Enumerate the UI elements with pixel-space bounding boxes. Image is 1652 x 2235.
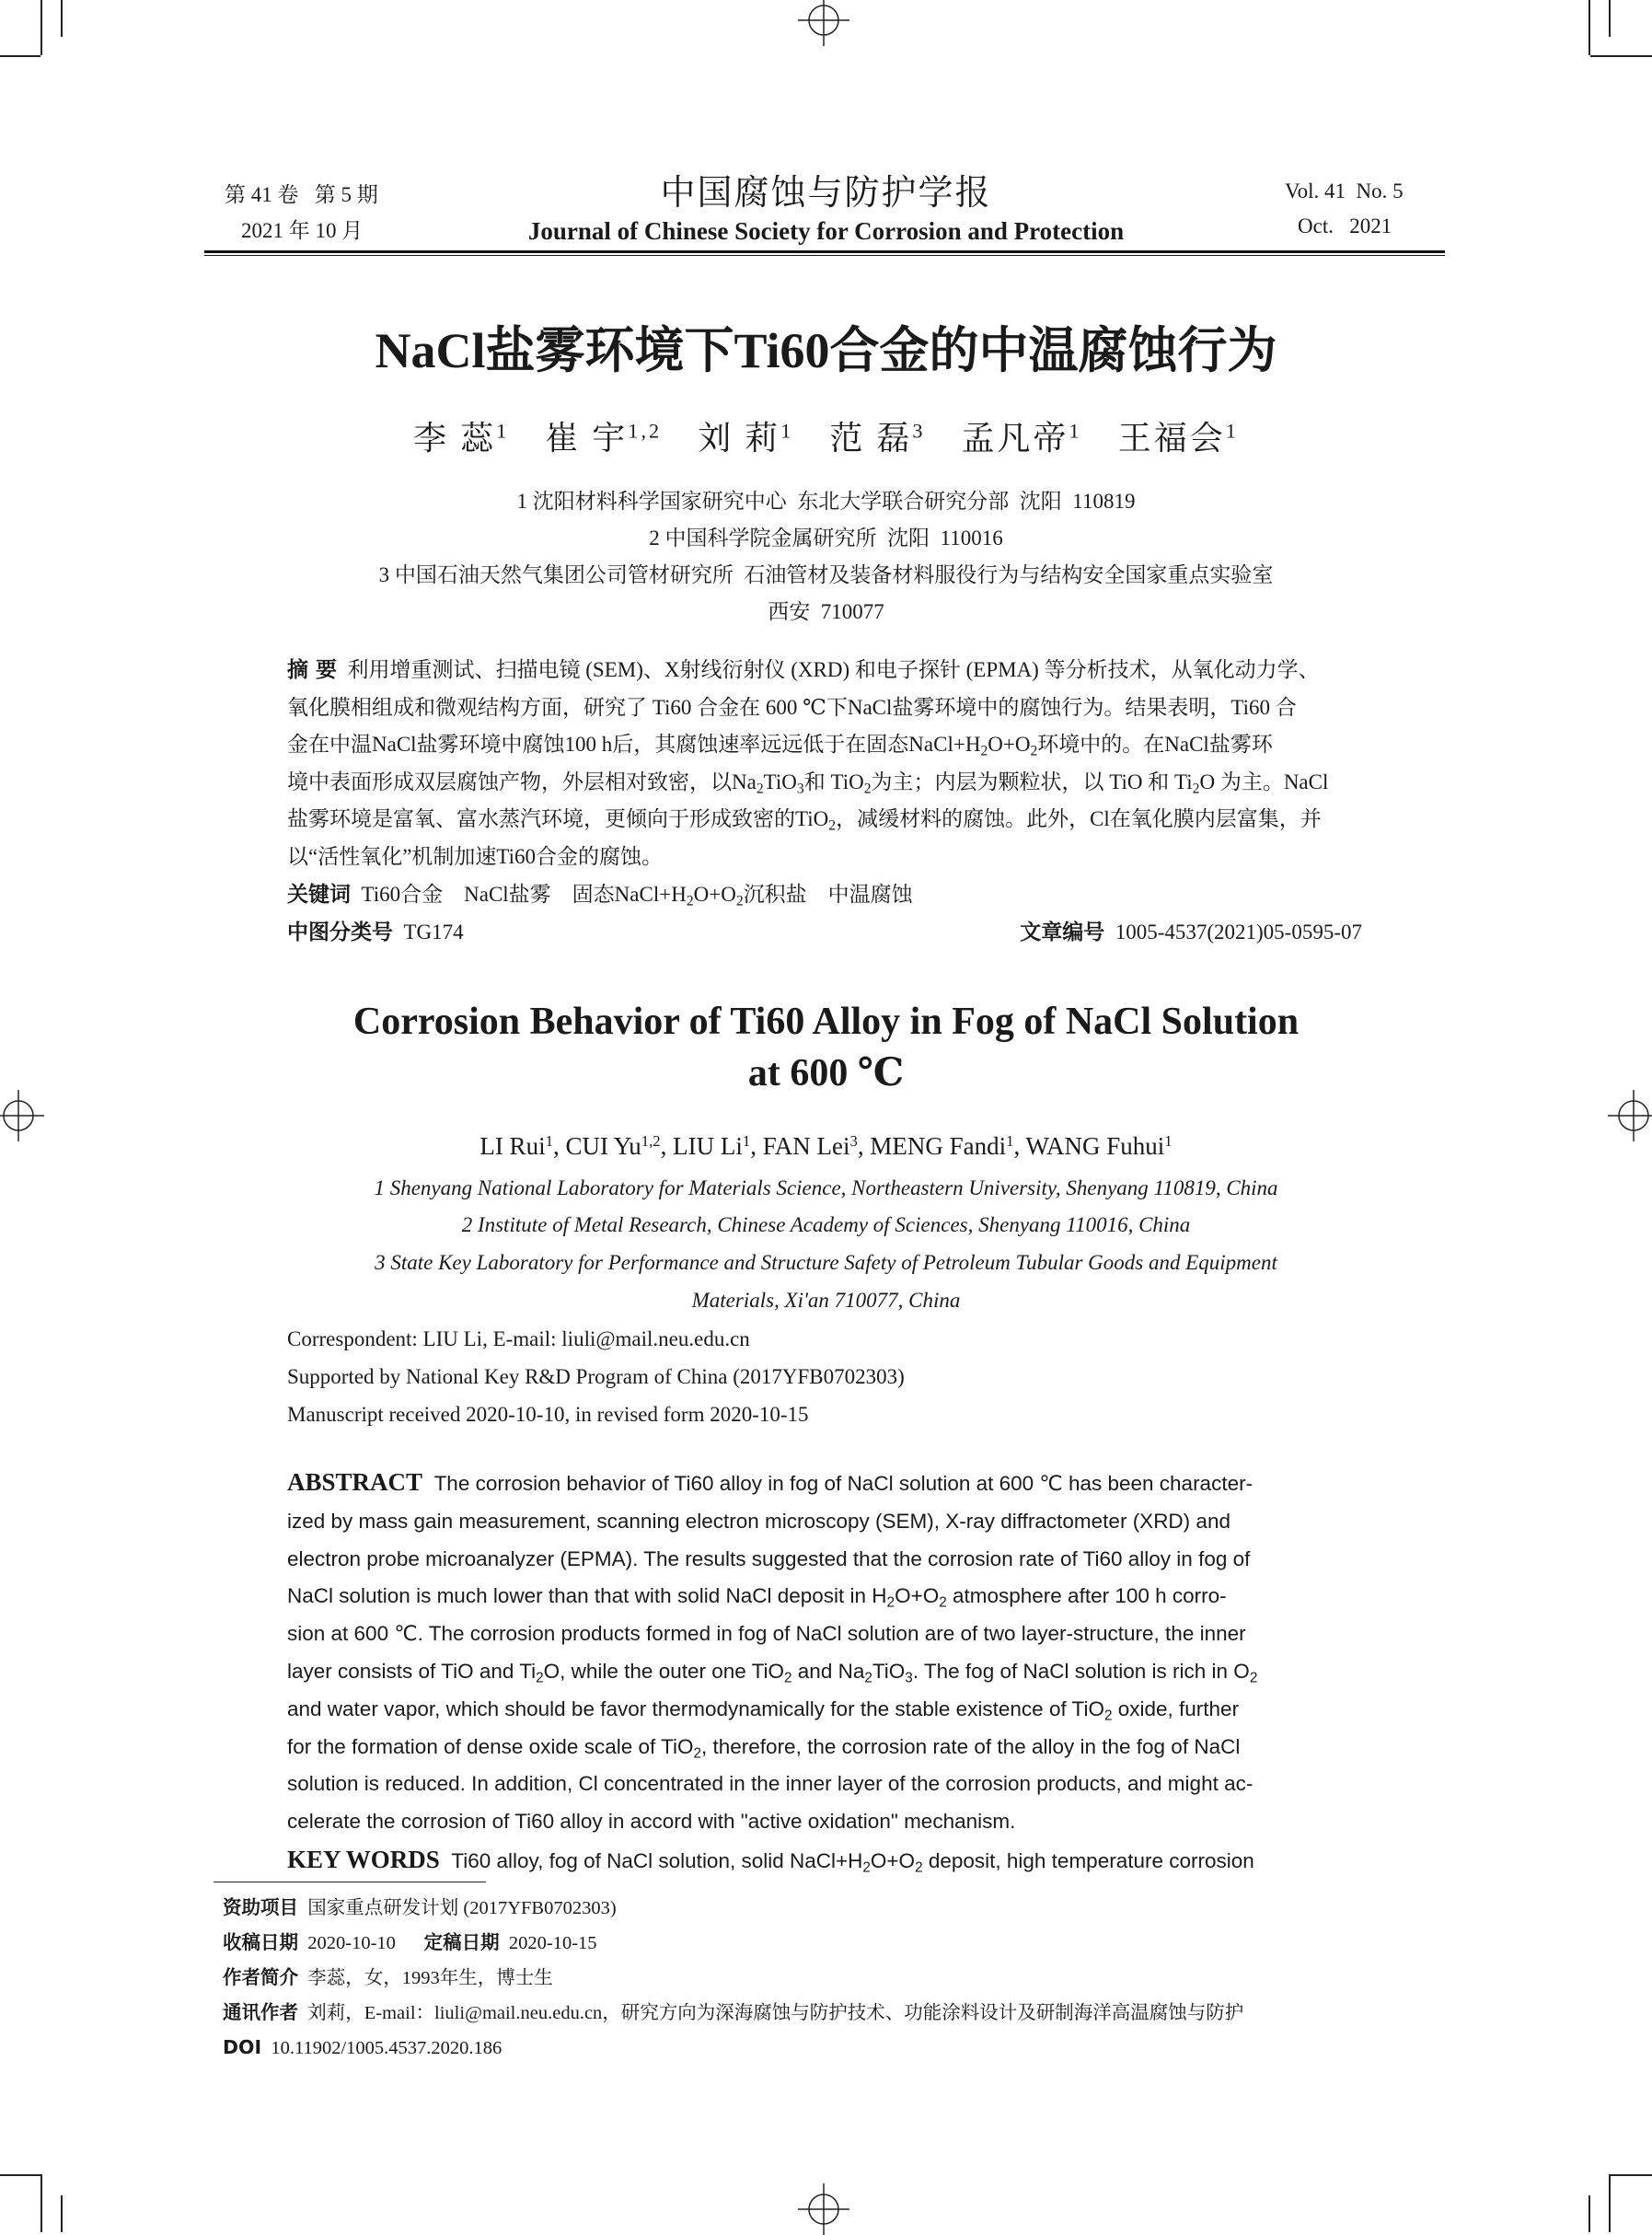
registration-mark-icon [798, 2183, 849, 2235]
abstract-en-line: ABSTRACT The corrosion behavior of Ti60 alloy in fog of NaCl solution at 600 ℃ has been character- [287, 1468, 1253, 1496]
classification-cn [287, 915, 464, 945]
authors-cn [0, 412, 1652, 459]
abstract-cn-line: 摘 要 利用增重测试、扫描电镜 (SEM)、X射线衍射仪 (XRD) 和电子探针 (EPMA) 等分析技术，从氧化动力学、 [287, 658, 1320, 682]
keywords-cn: 关键词 Ti60合金 NaCl盐雾 固态$NaCl+H_2O+O_2$沉积盐 中温腐蚀 [287, 882, 913, 909]
crop-mark [61, 2195, 63, 2232]
crop-mark [1611, 2174, 1652, 2176]
crop-mark [40, 2174, 42, 2232]
abstract-cn-line: 氧化膜相组成和微观结构方面，研究了 Ti60 合金在 600 ℃下NaCl盐雾环境中的腐蚀行为。结果表明，Ti60 合 [287, 695, 1297, 719]
footnote-corresponding: 通讯作者 刘莉，E-mail：liuli@mail.neu.edu.cn，研究方向为深海腐蚀与防护技术、功能涂料设计及研制海洋高温腐蚀与防护 [223, 2001, 1244, 2023]
paper-title-en-line-1: Corrosion Behavior of Ti60 Alloy in Fog of NaCl Solution [352, 1001, 1300, 1043]
footnote-label: 收稿日期 [223, 1931, 298, 1953]
author-name: LI Rui [479, 1132, 546, 1160]
header-date-en: Oct. 2021 [1298, 214, 1392, 237]
author-name: LIU Li [673, 1132, 743, 1160]
header-volume-en: Vol. 41 No. 5 [1285, 179, 1404, 203]
author-name: FAN Lei [762, 1132, 850, 1160]
correspondent: Correspondent: LIU Li, E-mail: liuli@mail.neu.edu.cn [287, 1327, 750, 1350]
footnote-label: 通讯作者 [223, 2001, 298, 2023]
author-name: 刘 莉 [698, 420, 781, 457]
author-affiliation-mark: 1 [1006, 1131, 1014, 1150]
footnote-dates: 收稿日期 2020-10-10 定稿日期 2020-10-15 [223, 1931, 597, 1953]
affiliation-cn-1: 1 沈阳材料科学国家研究中心 东北大学联合研究分部 沈阳 110819 [516, 490, 1136, 513]
article-number-value: 1005-4537(2021)05-0595-07 [1115, 921, 1362, 944]
abstract-en-line: sion at 600 ℃. The corrosion products formed in fog of NaCl solution are of two layer-structure, the inner [287, 1622, 1246, 1646]
author-name: 孟凡帝 [961, 420, 1069, 457]
author-name: CUI Yu [565, 1132, 641, 1160]
abstract-cn-line: 盐雾环境是富氧、富水蒸汽环境，更倾向于形成致密的TiO$_2$，减缓材料的腐蚀。此外，Cl在氧化膜内层富集，并 [287, 807, 1322, 835]
author-affiliation-mark: 1 [545, 1131, 553, 1150]
abstract-cn-line: 境中表面形成双层腐蚀产物，外层相对致密，以$Na_2TiO_3$和 TiO$_2$为主；内层为颗粒状，以 TiO 和 $Ti_2O$ 为主。NaCl [287, 770, 1329, 797]
abstract-en-line: electron probe microanalyzer (EPMA). The results suggested that the corrosion rate of Ti60 alloy in fog of [287, 1546, 1251, 1570]
header-volume-cn: 第 41 卷 第 5 期 [225, 183, 378, 206]
footnote-funding: 资助项目 国家重点研发计划 (2017YFB0702303) [223, 1896, 617, 1918]
author-name: 王福会 [1117, 420, 1226, 457]
footnote-label: 作者简介 [223, 1966, 298, 1988]
author-affiliation-mark: 1 [1164, 1131, 1173, 1150]
keywords-en-label: KEY WORDS [287, 1845, 440, 1873]
affiliation-cn-2: 2 中国科学院金属研究所 沈阳 110016 [649, 527, 1003, 550]
abstract-cn-line: 金在中温NaCl盐雾环境中腐蚀100 h后，其腐蚀速率远远低于在固态$NaCl+H_2O+O_2$环境中的。在NaCl盐雾环 [287, 733, 1273, 759]
abstract-en-line: NaCl solution is much lower than that with solid NaCl deposit in $H_2O+O_2$ atmosphere after 100 h corro- [287, 1584, 1227, 1611]
paper-title-cn: NaCl盐雾环境下Ti60合金的中温腐蚀行为 [375, 323, 1277, 378]
paper-title-en-line-2: at 600 ℃ [747, 1052, 905, 1094]
registration-mark-icon [798, 0, 849, 46]
footnote-author-bio: 作者简介 李蕊，女，1993年生，博士生 [223, 1966, 553, 1988]
abstract-en-label: ABSTRACT [287, 1468, 423, 1496]
author-name: WANG Fuhui [1025, 1132, 1165, 1160]
author-affiliation-mark: 1 [496, 419, 510, 443]
keywords-en: KEY WORDS Ti60 alloy, fog of NaCl solution, solid $NaCl+H_2O+O_2$ deposit, high temperature corrosion [287, 1845, 1254, 1876]
author-affiliation-mark: 3 [849, 1131, 858, 1150]
article-number-label: 文章编号 [1020, 921, 1105, 944]
classification-label: 中图分类号 [287, 921, 393, 944]
abstract-cn-line: 以“活性氧化”机制加速Ti60合金的腐蚀。 [287, 844, 664, 868]
author-name: 崔 宇 [545, 420, 629, 457]
author-name: 范 磊 [829, 420, 913, 457]
crop-mark [40, 0, 42, 55]
footnote-doi: DOI 10.11902/1005.4537.2020.186 [223, 2036, 503, 2058]
footnote-label: 资助项目 [223, 1896, 298, 1918]
manuscript-dates: Manuscript received 2020-10-10, in revised form 2020-10-15 [287, 1403, 809, 1426]
keywords-cn-label: 关键词 [287, 882, 351, 907]
supported-by: Supported by National Key R&D Program of China (2017YFB0702303) [287, 1365, 905, 1388]
abstract-en-line: ized by mass gain measurement, scanning electron microscopy (SEM), X-ray diffractometer (XRD) and [287, 1509, 1230, 1533]
author-affiliation-mark: 1,2 [641, 1131, 661, 1150]
author-name: 李 蕊 [413, 420, 497, 457]
abstract-en-line: solution is reduced. In addition, Cl concentrated in the inner layer of the corrosion products, and might ac- [287, 1772, 1253, 1796]
crop-mark [1588, 2195, 1590, 2232]
author-affiliation-mark: 1 [742, 1131, 751, 1150]
author-affiliation-mark: 3 [912, 419, 926, 443]
affiliation-en-2: 2 Institute of Metal Research, Chinese Academy of Sciences, Shenyang 110016, China [461, 1213, 1191, 1236]
abstract-en-line: and water vapor, which should be favor thermodynamically for the stable existence of TiO$_2$ oxide, further [287, 1697, 1240, 1724]
author-affiliation-mark: 1,2 [628, 419, 663, 443]
abstract-en-line: for the formation of dense oxide scale of TiO$_2$, therefore, the corrosion rate of the alloy in the fog of NaCl [287, 1734, 1241, 1762]
author-affiliation-mark: 1 [1069, 419, 1082, 443]
classification-value: TG174 [403, 921, 464, 944]
crop-mark [1609, 2174, 1611, 2232]
crop-mark [1590, 55, 1652, 57]
header-date-cn: 2021 年 10 月 [241, 219, 364, 242]
affiliation-cn-3: 3 中国石油天然气集团公司管材研究所 石油管材及装备材料服役行为与结构安全国家重点实验室 [378, 563, 1274, 586]
journal-title-cn: 中国腐蚀与防护学报 [660, 174, 992, 213]
header-rule [204, 250, 1445, 253]
abstract-cn-label: 摘 要 [287, 658, 338, 682]
affiliation-en-3: 3 State Key Laboratory for Performance and Structure Safety of Petroleum Tubular Goods and Equipment [375, 1251, 1277, 1274]
abstract-en [287, 1464, 1364, 1881]
author-affiliation-mark: 1 [780, 419, 794, 443]
affiliation-en-4: Materials, Xi'an 710077, China [691, 1289, 961, 1312]
crop-mark [1609, 0, 1611, 37]
footnotes [223, 1891, 1243, 2066]
crop-mark [1588, 0, 1590, 55]
author-name: MENG Fandi [870, 1132, 1007, 1160]
crop-mark [61, 0, 63, 37]
crop-mark [0, 2174, 40, 2176]
affiliation-cn-4: 西安 710077 [768, 600, 884, 623]
header-rule-thin [204, 255, 1445, 256]
author-affiliation-mark: 1 [1225, 419, 1239, 443]
authors-en: LI Rui$^1$, CUI Yu$^{1,2}$, LIU Li$^1$, FAN Lei$^3$, MENG Fandi$^1$, WANG Fuhui$^1$ [479, 1131, 1173, 1160]
crop-mark [0, 55, 40, 57]
affiliation-en-1: 1 Shenyang National Laboratory for Materials Science, Northeastern University, Shenyang 110819, China [374, 1176, 1278, 1199]
journal-title-en: Journal of Chinese Society for Corrosion and Protection [527, 217, 1125, 245]
abstract-cn [287, 652, 1364, 913]
abstract-en-line: celerate the corrosion of Ti60 alloy in accord with "active oxidation" mechanism. [287, 1810, 1016, 1834]
footnote-label: DOI [223, 2036, 262, 2058]
article-number-cn [1020, 915, 1362, 945]
abstract-en-line: layer consists of TiO and $Ti_2O$, while the outer one TiO$_2$ and $Na_2TiO_3$. The fog of NaCl solution is rich in $O_2$ [287, 1659, 1258, 1686]
